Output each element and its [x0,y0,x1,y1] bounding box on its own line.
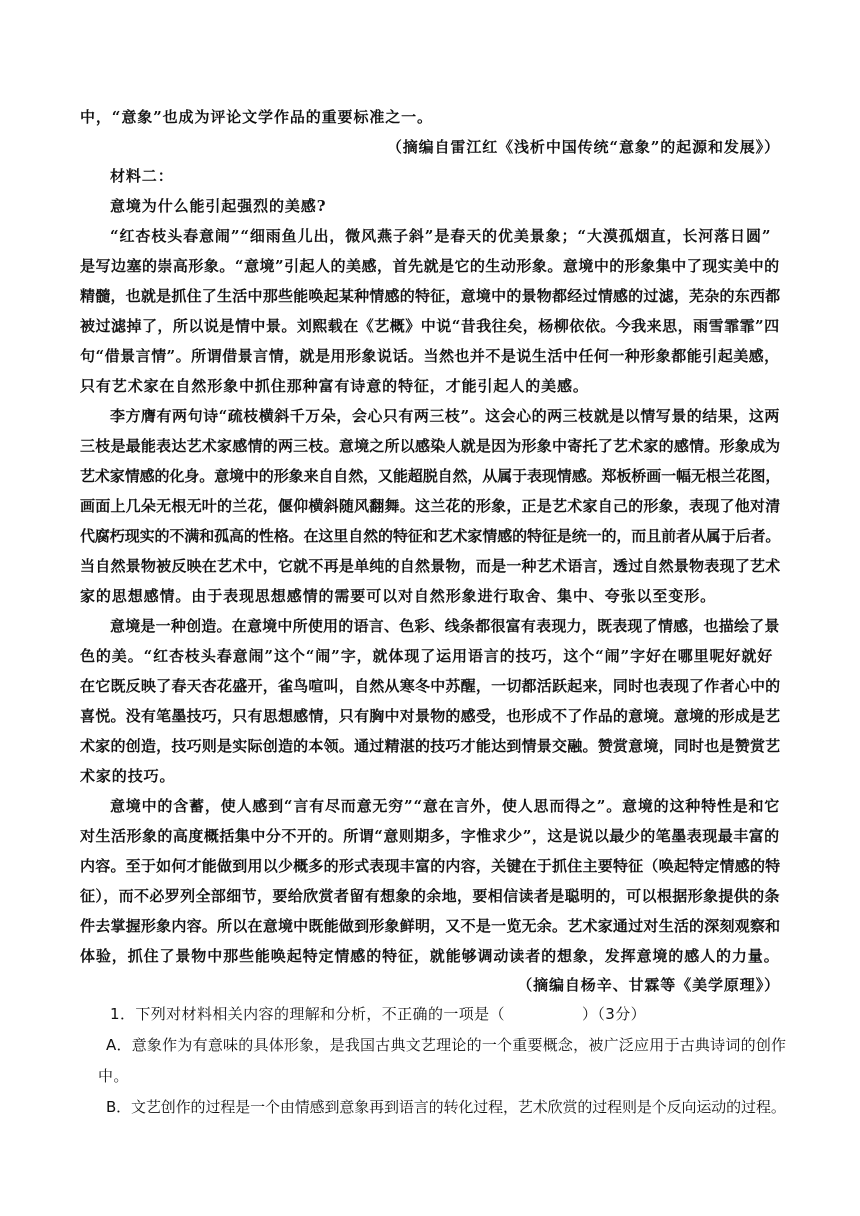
text-line: 色的美。“红杏枝头春意闹”这个“闹”字，就体现了运用语言的技巧，这个“闹”字好在哪里呢好就好 [80,647,774,665]
text-line: 只有艺术家在自然形象中抓住那种富有诗意的特征，才能引起人的美感。 [80,377,589,395]
text-line: 内容。至于如何才能做到用以少概多的形式表现丰富的内容，关键在于抓住主要特征（唤起特定情感的特 [80,857,781,875]
text-line: 家的思想感情。由于表现思想感情的需要可以对自然形象进行取舍、集中、夸张以至变形。 [80,587,717,605]
text-line: 精髓，也就是抓住了生活中那些能唤起某种情感的特征，意境中的景物都经过情感的过滤，芜杂的东西都 [80,287,781,305]
text-line: 术家的技巧。 [80,767,176,785]
question-stem: 1．下列对材料相关内容的理解和分析，不正确的一项是（ ）（3分） [110,1005,646,1023]
option-b: B．文艺创作的过程是一个由情感到意象再到语言的转化过程，艺术欣赏的过程则是个反向运动的过程。 [106,1098,786,1116]
text-line: 体验，抓住了景物中那些能唤起特定情感的特征，就能够调动读者的想象，发挥意境的感人的力量。 [80,947,780,965]
text-line: 代腐朽现实的不满和孤高的性格。在这里自然的特征和艺术家情感的特征是统一的，而且前者从属于后者。 [80,527,781,545]
text-line: 画面上几朵无根无叶的兰花，偃仰横斜随风翻舞。这兰花的形象，正是艺术家自己的形象，表现了他对清 [80,497,781,515]
text-line: 意境是一种创造。在意境中所使用的语言、色彩、线条都很富有表现力，既表现了情感，也描绘了景 [110,617,780,635]
text-line: 术家的创造，技巧则是实际创造的本领。通过精湛的技巧才能达到情景交融。赞赏意境，同时也是赞赏艺 [80,737,781,755]
text-line: 征），而不必罗列全部细节，要给欣赏者留有想象的余地，要相信读者是聪明的，可以根据形象提供的条 [80,887,780,905]
option-a: A．意象作为有意味的具体形象，是我国古典文艺理论的一个重要概念，被广泛应用于古典诗词的创作 [106,1036,787,1054]
source-citation: （摘编自杨辛、甘霖等《美学原理》） [517,976,780,994]
text-line: 中，“意象”也成为评论文学作品的重要标准之一。 [80,108,433,126]
text-line: 意境中的含蓄，使人感到“言有尽而意无穷”“意在言外，使人思而得之”。意境的这种特性是和它 [110,797,781,815]
section-question: 意境为什么能引起强烈的美感? [110,197,327,215]
text-line: 是写边塞的崇高形象。“意境”引起人的美感，首先就是它的生动形象。意境中的形象集中了现实美中的 [80,257,780,275]
text-line: 对生活形象的高度概括集中分不开的。所谓“意则期多，字惟求少”，这是说以最少的笔墨表现最丰富的 [80,827,780,845]
text-line: 李方膺有两句诗“疏枝横斜千万朵，会心只有两三枝”。这会心的两三枝就是以情写景的结果，这两 [110,407,780,425]
option-a-continued: 中。 [98,1067,129,1085]
text-line: 句“借景言情”。所谓借景言情，就是用形象说话。当然也并不是说生活中任何一种形象都能引起美感， [80,347,780,365]
text-line: 件去掌握形象内容。所以在意境中既能做到形象鲜明，又不是一览无余。艺术家通过对生活的深刻观察和 [80,917,781,935]
source-citation: （摘编自雷江红《浅析中国传统“意象”的起源和发展》） [386,138,780,156]
text-line: 喜悦。没有笔墨技巧，只有思想感情，只有胸中对景物的感受，也形成不了作品的意境。意境的形成是艺 [80,707,781,725]
text-line: 三枝是最能表达艺术家感情的两三枝。意境之所以感染人就是因为形象中寄托了艺术家的感情。形象成为 [80,437,781,455]
text-line: “红杏枝头春意闹”“细雨鱼儿出，微风燕子斜”是春天的优美景象；“大漠孤烟直，长河落日圆” [110,227,772,245]
section-heading: 材料二： [110,167,174,185]
text-line: 被过滤掉了，所以说是情中景。刘熙载在《艺概》中说“昔我往矣，杨柳依依。今我来思，雨雪霏霏”四 [80,317,780,335]
text-line: 艺术家情感的化身。意境中的形象来自自然，又能超脱自然，从属于表现情感。郑板桥画一幅无根兰花图， [80,467,781,485]
text-line: 当自然景物被反映在艺术中，它就不再是单纯的自然景物，而是一种艺术语言，透过自然景物表现了艺术 [80,557,781,575]
text-line: 在它既反映了春天杏花盛开，雀鸟喧叫，自然从寒冬中苏醒，一切都活跃起来，同时也表现了作者心中的 [80,677,781,695]
